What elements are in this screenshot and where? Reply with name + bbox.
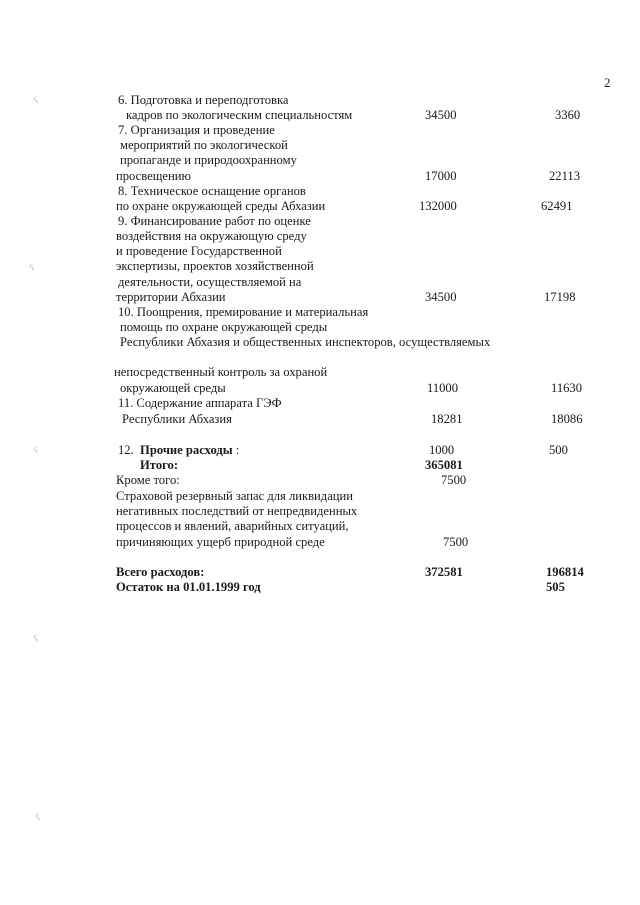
remainder-value: 505 [546,580,565,594]
item-number: 12. [118,443,134,457]
other-actual-value: 500 [549,443,568,457]
itogo-label: Итого: [140,458,179,472]
item-line: экспертизы, проектов хозяйственной [116,259,314,273]
item-planned-value: 18281 [431,412,463,426]
item-line: пропаганде и природоохранному [120,153,297,167]
item-line: воздействия на окружающую среду [116,229,307,243]
item-line: 8. Техническое оснащение органов [118,184,306,198]
item-line: Республики Абхазия и общественных инспекторов, осуществляемых [120,335,491,349]
item-line: деятельности, осуществляемой на [118,275,302,289]
item-line: помощь по охране окружающей среды [120,320,328,334]
item-actual-value: 17198 [544,290,576,304]
remainder-label: Остаток на 01.01.1999 год [116,580,261,594]
item-line: кадров по экологическим специальностям [126,108,353,122]
item-planned-value: 132000 [419,199,457,213]
scan-mark: ʕ [28,261,36,273]
item-line: мероприятий по экологической [120,138,288,152]
item-planned-value: 34500 [425,108,457,122]
scan-mark: ʕ [32,632,40,644]
item-actual-value: 18086 [551,412,583,426]
item-line: Республики Абхазия [122,412,232,426]
item-line: 6. Подготовка и переподготовка [118,93,289,107]
item-planned-value: 17000 [425,169,457,183]
item-actual-value: 11630 [551,381,583,395]
item-line: 10. Поощрения, премирование и материальная [118,305,369,319]
reserve-line: процессов и явлений, аварийных ситуаций, [116,519,349,533]
item-planned-value: 34500 [425,290,457,304]
krome-value: 7500 [441,473,467,487]
item-other-expenses [118,443,239,458]
item-line: по охране окружающей среды Абхазии [116,199,326,213]
scan-mark: ʕ [32,444,40,456]
itogo-value: 365081 [425,458,463,472]
item-line: непосредственный контроль за охраной [114,365,328,379]
item-actual-value: 62491 [541,199,573,213]
total-planned-value: 372581 [425,565,463,579]
krome-label: Кроме того: [116,473,180,487]
item-line: 7. Организация и проведение [118,123,275,137]
item-line: территории Абхазии [116,290,226,304]
other-planned-value: 1000 [429,443,455,457]
item-label: Прочие расходы [140,443,233,457]
item-line: просвещению [116,169,191,183]
item-actual-value: 22113 [549,169,581,183]
total-label: Всего расходов: [116,565,205,579]
reserve-value: 7500 [443,535,469,549]
page-number: 2 [604,75,611,90]
total-actual-value: 196814 [546,565,584,579]
item-line: 9. Финансирование работ по оценке [118,214,311,228]
scan-mark: ʕ [34,811,42,823]
reserve-line: причиняющих ущерб природной среде [116,535,325,549]
reserve-line: негативных последствий от непредвиденных [116,504,358,518]
item-line: окружающей среды [120,381,226,395]
reserve-line: Страховой резервный запас для ликвидации [116,489,354,503]
item-planned-value: 11000 [427,381,459,395]
item-line: и проведение Государственной [116,244,282,258]
item-line: 11. Содержание аппарата ГЭФ [118,396,282,410]
scan-mark: ʕ [32,94,40,106]
item-actual-value: 3360 [555,108,581,122]
item-suffix: : [232,443,240,457]
